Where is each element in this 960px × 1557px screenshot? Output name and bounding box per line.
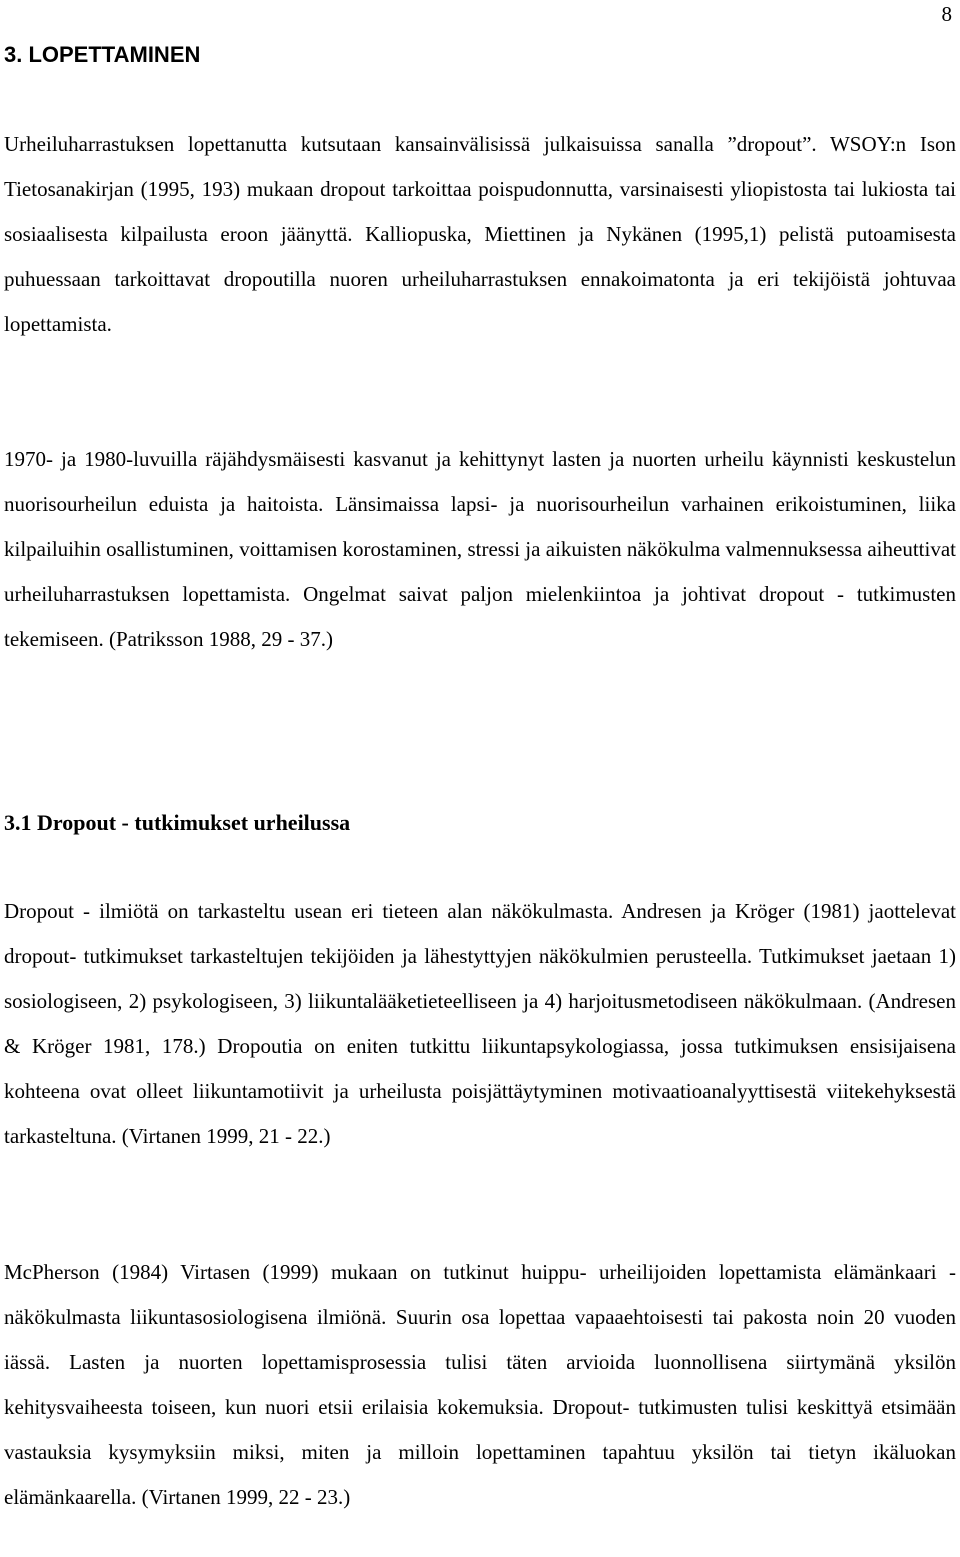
paragraph-research-perspectives: Dropout - ilmiötä on tarkasteltu usean eri tieteen alan näkökulmasta. Andresen ja Kröger (1981) jaottelevat dropout- tutkimukset tarkasteltujen tekijöiden ja lähestyttyjen näkökulmien perusteella. Tutkimukset jaetaan 1) sosiologiseen, 2) psykologiseen, 3) liikuntalääketieteelliseen ja 4) harjoitusmetodiseen näkökulmaan. (Andresen & Kröger 1981, 178.) Dropoutia on eniten tutkittu liikuntapsykologiassa, jossa tutkimuksen ensisijaisena kohteena ovat olleet liikuntamotiivit ja urheilusta poisjättäytyminen motivaatioanalyyttisestä viitekehyksestä tarkasteltuna. (Virtanen 1999, 21 - 22.) — [4, 899, 956, 1148]
paragraph-dropout-definition: Urheiluharrastuksen lopettanutta kutsutaan kansainvälisissä julkaisuissa sanalla ”dropout”. WSOY:n Ison Tietosanakirjan (1995, 193) mukaan dropout tarkoittaa poispudonnutta, varsinaisesti yliopistosta tai lukiosta tai sosiaalisesta kilpailusta eroon jäänyttä. Kalliopuska, Miettinen ja Nykänen (1995,1) pelistä putoamisesta puhuessaan tarkoittavat dropoutilla nuoren urheiluharrastuksen ennakoimatonta ja eri tekijöistä johtuvaa lopettamista. — [4, 132, 956, 336]
paragraph-life-course-view: McPherson (1984) Virtasen (1999) mukaan on tutkinut huippu- urheilijoiden lopettamista elämänkaari - näkökulmasta liikuntasosiologisena ilmiönä. Suurin osa lopettaa vapaaehtoisesti tai pakosta noin 20 vuoden iässä. Lasten ja nuorten lopettamisprosessia tulisi täten arvioida luonnollisena siirtymänä yksilön kehitysvaiheesta toiseen, kun nuori etsii erilaisia kokemuksia. Dropout- tutkimusten tulisi keskittyä etsimään vastauksia kysymyksiin miksi, miten ja milloin lopettaminen tapahtuu yksilön tai tietyn ikäluokan elämänkaarella. (Virtanen 1999, 22 - 23.) — [4, 1260, 956, 1509]
chapter-heading: 3. LOPETTAMINEN — [4, 42, 201, 67]
section-heading: 3.1 Dropout - tutkimukset urheilussa — [4, 810, 351, 835]
page-number: 8 — [941, 2, 952, 26]
paragraph-youth-sport-history: 1970- ja 1980-luvuilla räjähdysmäisesti kasvanut ja kehittynyt lasten ja nuorten urheilu käynnisti keskustelun nuorisourheilun eduista ja haitoista. Länsimaissa lapsi- ja nuorisourheilun varhainen erikoistuminen, liika kilpailuihin osallistuminen, voittamisen korostaminen, stressi ja aikuisten näkökulma valmennuksessa aiheuttivat urheiluharrastuksen lopettamista. Ongelmat saivat paljon mielenkiintoa ja johtivat dropout - tutkimusten tekemiseen. (Patriksson 1988, 29 - 37.) — [4, 447, 956, 651]
